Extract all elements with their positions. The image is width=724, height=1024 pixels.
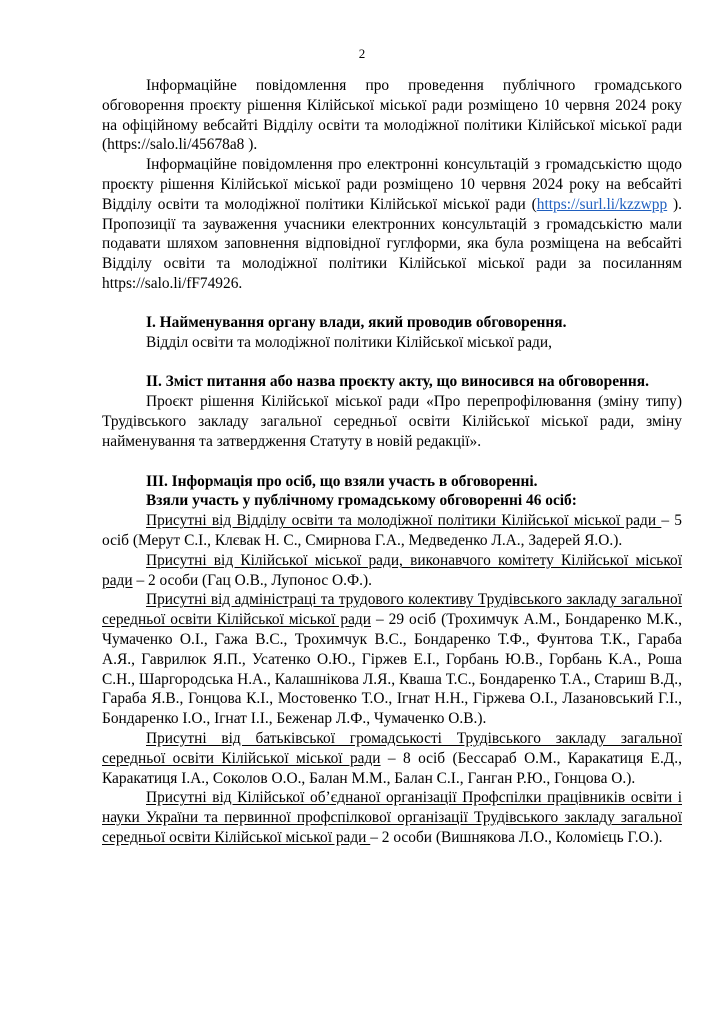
- participants-group-details: – 5 осіб (Мерут С.І., Клєвак Н. С., Смирнова Г.А., Медведенко Л.А., Задерей Я.О.).: [102, 512, 682, 549]
- participants-group-label: Присутні від батьківської громадськості Трудівського закладу загальної середньої освіти Кілійської міської ради: [102, 729, 682, 767]
- section-2-text: Проєкт рішення Кілійської міської ради «Про перепрофілювання (зміну типу) Трудівського закладу загальної середньої освіти Кілійської міської ради, зміну найменування та затвердження Статуту в новій редакції».: [102, 393, 682, 450]
- participants-group-3: [102, 590, 682, 729]
- participants-group-details: – 29 осіб (Трохимчук А.М., Бондаренко М.К., Чумаченко О.І., Гажа В.С., Трохимчук В.С., Бондаренко Т.Ф., Фунтова Т.К., Гараба А.Я., Гаврилюк Я.П., Усатенко О.Ю., Гіржев Е.І., Горбань Ю.В., Горбань К.А., Роша С.Н., Шаргородська Н.А., Калашнікова Л.Я., Кваша Т.С., Бондаренко Т.А., Стариш В.Д., Гараба Я.В., Гонцова К.І., Мостовенко Т.О., Ігнат Н.Н., Гіржева О.І., Лазановський Г.І., Бондаренко І.О., Ігнат І.І., Беженар Л.Ф., Чумаченко О.В.).: [102, 611, 682, 728]
- participants-group-label: Присутні від адміністраці та трудового колективу Трудівського закладу загальної середньої освіти Кілійської міської ради: [102, 591, 682, 629]
- consultation-link[interactable]: https://surl.li/kzzwpp: [536, 195, 668, 213]
- participants-group-1: [102, 511, 682, 551]
- participants-group-details: – 2 особи (Вишнякова Л.О., Коломієць Г.О.).: [370, 828, 663, 846]
- intro-paragraph-2-end: ). Пропозиції та зауваження учасники електронних консультацій з громадськістю мали подавати шляхом заповнення відповідної гуглформи, яка була розміщена на вебсайті Відділу освіти та молодіжної політики Кілійської міської ради за посиланням https://salo.li/fF74926.: [102, 195, 682, 292]
- participants-group-details: – 8 осіб (Бессараб О.М., Каракатиця Е.Д., Каракатиця І.А., Соколов О.О., Балан М.М., Балан С.І., Ганган Р.Ю., Гонцова О.).: [102, 749, 682, 787]
- participants-group-details: – 2 особи (Гац О.В., Лупонос О.Ф.).: [132, 571, 372, 589]
- section-1-text: Відділ освіти та молодіжної політики Кілійської міської ради,: [146, 333, 552, 351]
- intro-paragraph-2: [102, 155, 682, 294]
- section-3-subheading: Взяли участь у публічному громадському обговоренні 46 осіб:: [146, 492, 577, 510]
- participants-group-label: Присутні від Кілійської міської ради, виконавчого комітету Кілійської міської ради: [102, 551, 682, 589]
- document-body: [102, 76, 682, 848]
- section-2-heading: II. Зміст питання або назва проєкту акту, що виносився на обговорення.: [146, 373, 649, 391]
- participants-group-label: Присутні від Кілійської об’єднаної організації Профспілки працівників освіти і науки України та первинної профспілкової організації Трудівського закладу загальної середньої освіти Кілійської міської ради: [102, 789, 682, 846]
- participants-group-5: [102, 788, 682, 847]
- participants-group-2: [102, 551, 682, 591]
- section-1-heading: I. Найменування органу влади, який проводив обговорення.: [146, 313, 567, 331]
- page-number: 2: [358, 46, 366, 61]
- participants-group-label: Присутні від Відділу освіти та молодіжної політики Кілійської міської ради: [146, 512, 662, 530]
- participants-group-4: [102, 729, 682, 788]
- intro-paragraph-2-start: Інформаційне повідомлення про електронні консультацій з громадськістю щодо проєкту рішення Кілійської міської ради розміщено 10 червня 2024 року на вебсайті Відділу освіти та молодіжної політики Кілійської міської ради (: [102, 156, 682, 213]
- intro-paragraph-1: Інформаційне повідомлення про проведення публічного громадського обговорення проєкту рішення Кілійської міської ради розміщено 10 червня 2024 року на офіційному вебсайті Відділу освіти та молодіжної політики Кілійської міської ради (https://salo.li/45678a8 ).: [102, 77, 682, 154]
- section-3-heading: III. Інформація про осіб, що взяли участь в обговоренні.: [146, 472, 538, 490]
